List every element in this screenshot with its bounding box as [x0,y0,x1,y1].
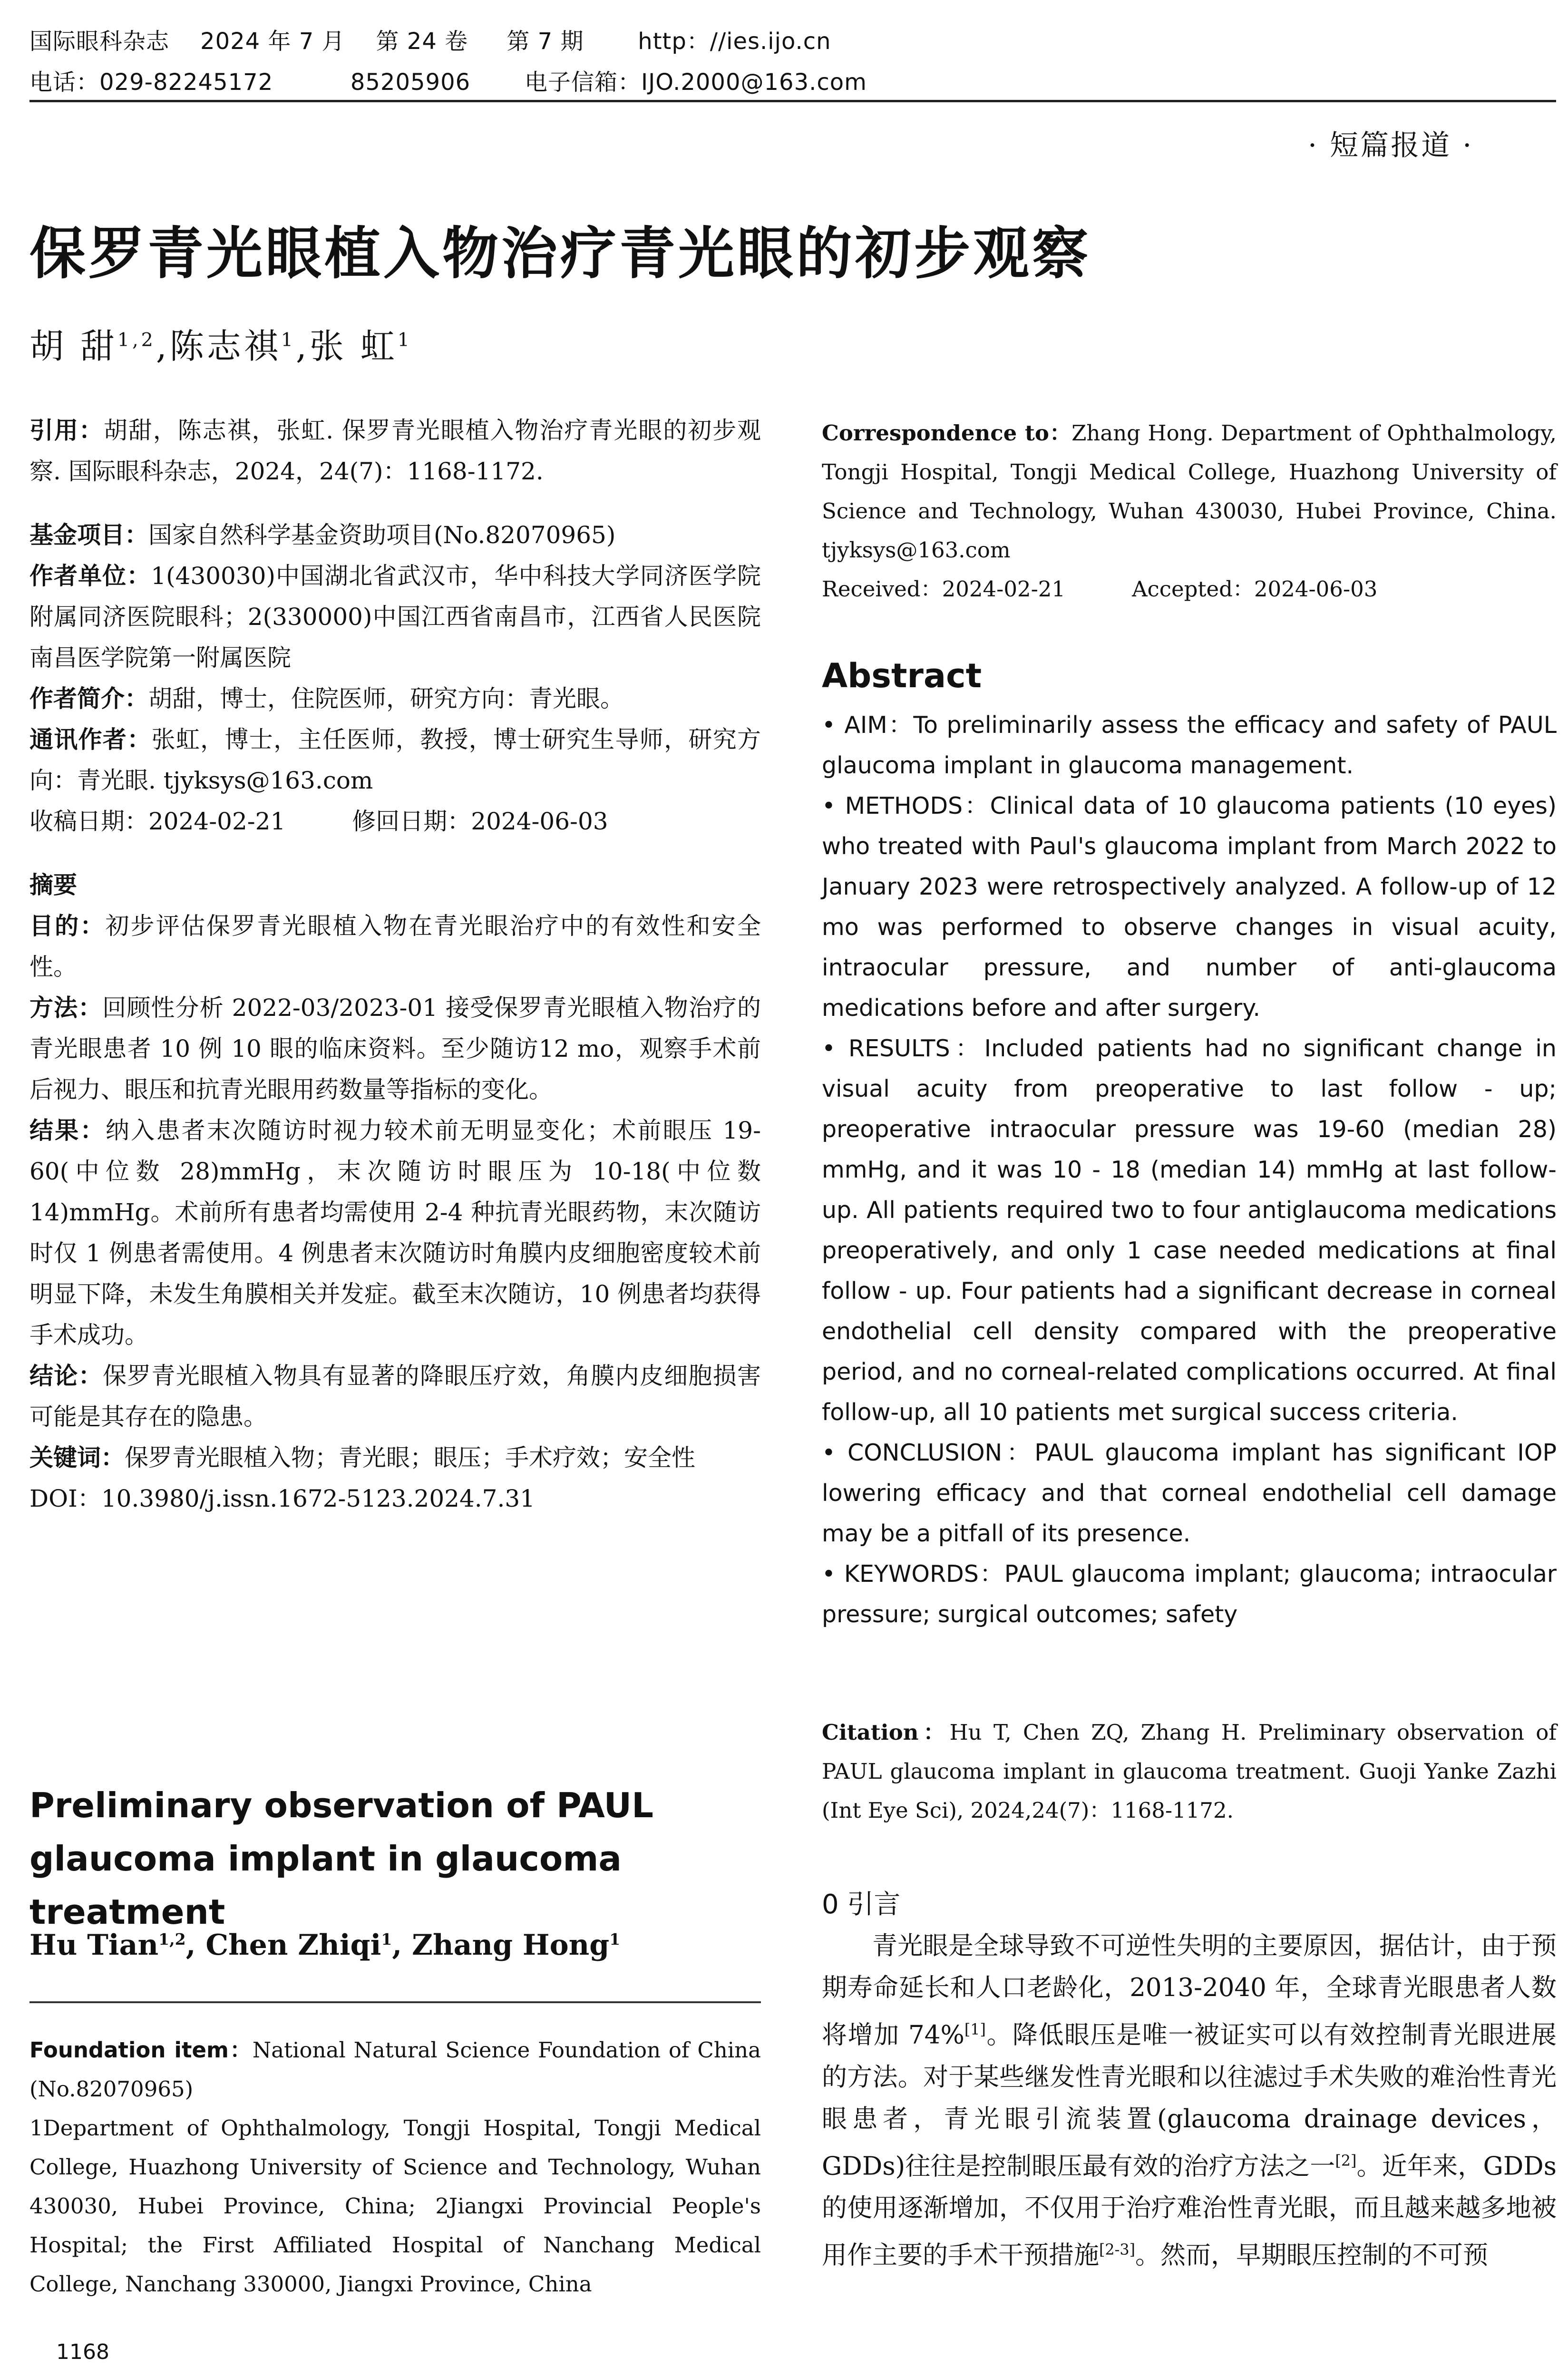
cn-affiliation: 作者单位：1(430030)中国湖北省武汉市，华中科技大学同济医学院附属同济医院眼科；2(330000)中国江西省南昌市，江西省人民医院 南昌医学院第一附属医院 [29,562,761,672]
citation-en: Citation：Hu T, Chen ZQ, Zhang H. Preliminary observation of PAUL glaucoma implant in glaucoma treatment. Guoji Yanke Zazhi (Int Eye Sci), 2024,24(7)：1168-1172. [822,1720,1557,1823]
cn-dates: 收稿日期：2024-02-21 修回日期：2024-06-03 [29,808,608,835]
section-tag: · 短篇报道 · [1308,129,1474,162]
journal-header-line2: 电话：029-82245172 85205906 电子信箱：IJO.2000@163.com [29,69,867,96]
cn-abstract-results: 结果：纳入患者末次随访时视力较术前无明显变化；术前眼压 19-60(中位数 28)mmHg，末次随访时眼压为 10-18(中位数 14)mmHg。术前所有患者均需使用 2-4 种抗青光眼药物，末次随访时仅 1 例患者需使用。4 例患者末次随访时角膜内皮细胞密度较术前明显下降，未发生角膜相关并发症。截至末次随访，10 例患者均获得手术成功。 [29,1117,761,1349]
abstract-keywords: • KEYWORDS：PAUL glaucoma implant; glaucoma; intraocular pressure; surgical outcomes; safety [822,1560,1557,1628]
author-affil-sup: 1 [397,329,412,351]
abstract-conclusion: • CONCLUSION：PAUL glaucoma implant has significant IOP lowering efficacy and that corneal endothelial cell damage may be a pitfall of its presence. [822,1439,1557,1547]
cn-abstract-aim: 目的：初步评估保罗青光眼植入物在青光眼治疗中的有效性和安全性。 [29,912,761,981]
english-title: Preliminary observation of PAUL glaucoma implant in glaucoma treatment [29,1785,653,1932]
en-meta-block [29,2031,761,2304]
author-affil-sup: 1,2 [117,329,156,351]
cn-abstract-conclusion: 结论：保罗青光眼植入物具有显著的降眼压疗效，角膜内皮细胞损害可能是其存在的隐患。 [29,1362,761,1431]
author-list-en: Hu Tian$^{1,2}$, Chen Zhiqi$^1$, Zhang Hong$^1$ [29,1929,621,1962]
cn-keywords: 关键词：保罗青光眼植入物；青光眼；眼压；手术疗效；安全性 [29,1444,695,1471]
article-title: 保罗青光眼植入物治疗青光眼的初步观察 [29,221,1091,286]
cn-abstract-heading: 摘要 [29,871,77,899]
cn-meta-block [29,410,761,1519]
abstract-methods: • METHODS：Clinical data of 10 glaucoma patients (10 eyes) who treated with Paul's glaucoma implant from March 2022 to January 2023 were retrospectively analyzed. A follow-up of 12 mo was performed to observe changes in visual acuity, intraocular pressure, and number of anti-glaucoma medications before and after surgery. [822,792,1557,1022]
author-name: 陈志祺 [169,326,281,366]
author-name: 张 虹 [309,326,398,366]
cn-citation: 引用：胡甜，陈志祺，张虹. 保罗青光眼植入物治疗青光眼的初步观察. 国际眼科杂志，2024，24(7)：1168-1172. [29,417,761,485]
abstract-aim: • AIM：To preliminarily assess the efficacy and safety of PAUL glaucoma implant in glaucoma management. [822,711,1557,779]
en-affiliation: 1Department of Ophthalmology, Tongji Hospital, Tongji Medical College, Huazhong University of Science and Technology, Wuhan 430030, Hubei Province, China; 2Jiangxi Provincial People's Hospital; the First Affiliated Hospital of Nanchang Medical College, Nanchang 330000, Jiangxi Province, China [29,2115,761,2297]
correspondence-block [822,414,1557,609]
author-rule [29,2001,761,2003]
en-foundation: Foundation item：National Natural Science Foundation of China (No.82070965) [29,2037,761,2102]
cn-author-bio: 作者简介：胡甜，博士，住院医师，研究方向：青光眼。 [29,685,624,712]
cn-corresponding-author: 通讯作者：张虹，博士，主任医师，教授，博士研究生导师，研究方向：青光眼. tjyksys@163.com [29,726,761,794]
author-list-cn: 胡 甜$^{1,2}$,陈志祺$^1$,张 虹$^1$ [29,326,412,366]
received-accepted: Received：2024-02-21 Accepted：2024-06-03 [822,576,1378,602]
cn-funding: 基金项目：国家自然科学基金资助项目(No.82070965) [29,521,616,549]
abstract-results: • RESULTS：Included patients had no significant change in visual acuity from preoperative to last follow - up; preoperative intraocular pressure was 19-60 (median 28) mmHg, and it was 10 - 18 (median 14) mmHg at last follow-up. All patients required two to four antiglaucoma medications preoperatively, and only 1 case needed medications at final follow - up. Four patients had a significant decrease in corneal endothelial cell density compared with the preoperative period, and no corneal-related complications occurred. At final follow-up, all 10 patients met surgical success criteria. [822,1035,1557,1426]
doi[interactable]: DOI：10.3980/j.issn.1672-5123.2024.7.31 [29,1485,535,1512]
author-affil-sup: 1 [281,329,296,351]
author-name: 胡 甜 [29,326,117,366]
page-number: 1168 [56,2340,109,2364]
journal-header-line1: 国际眼科杂志 2024 年 7 月 第 24 卷 第 7 期 http：//ies.ijo.cn [29,28,831,55]
reference-2[interactable]: [2] [1335,2152,1357,2170]
abstract-heading: Abstract [822,656,982,695]
abstract-body [822,705,1557,1635]
intro-heading: 0 引言 [822,1889,901,1920]
intro-paragraph: 青光眼是全球导致不可逆性失明的主要原因，据估计，由于预期寿命延长和人口老龄化，2013-2040 年，全球青光眼患者人数将增加 74%[1]。降低眼压是唯一被证实可以有效控制青光眼进展的方法。对于某些继发性青光眼和以往滤过手术失败的难治性青光眼患者，青光眼引流装置(glaucoma drainage devices，GDDs)往往是控制眼压最有效的治疗方法之一[2]。近年来，GDDs 的使用逐渐增加，不仅用于治疗难治性青光眼，而且越来越多地被用作主要的手术干预措施[2-3]。然而，早期眼压控制的不可预 [822,1931,1557,2270]
reference-1[interactable]: [1] [964,2021,986,2038]
header-rule [29,100,1556,102]
reference-2-3[interactable]: [2-3] [1099,2241,1136,2259]
correspondence: Correspondence to：Zhang Hong. Department of Ophthalmology, Tongji Hospital, Tongji Medical College, Huazhong University of Science and Technology, Wuhan 430030, Hubei Province, China. tjyksys@163.com [822,420,1557,563]
cn-abstract-methods: 方法：回顾性分析 2022-03/2023-01 接受保罗青光眼植入物治疗的青光眼患者 10 例 10 眼的临床资料。至少随访12 mo，观察手术前后视力、眼压和抗青光眼用药数量等指标的变化。 [29,994,761,1103]
